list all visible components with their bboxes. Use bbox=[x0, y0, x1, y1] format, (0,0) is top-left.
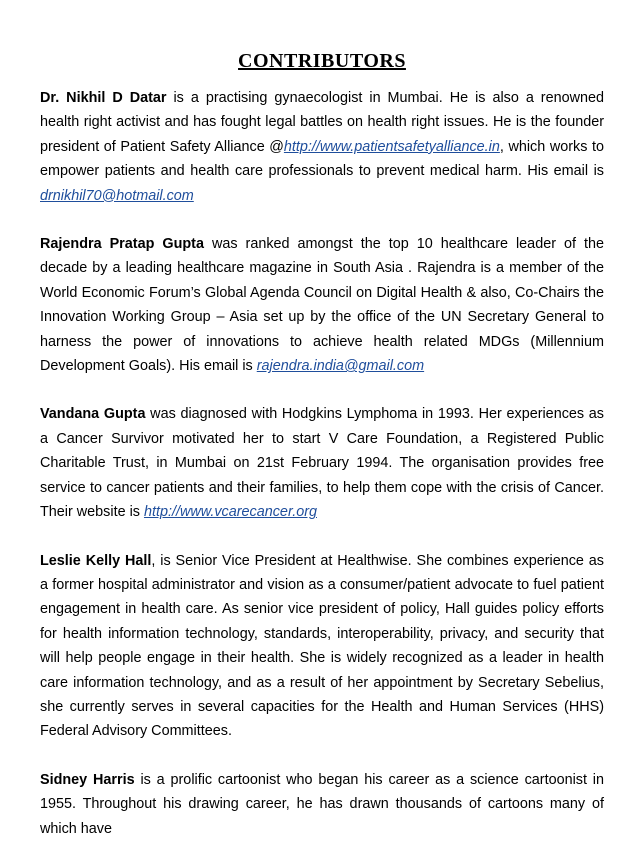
contributor-entry-rajendra bbox=[40, 232, 604, 378]
contributor-name: Leslie Kelly Hall bbox=[40, 552, 152, 569]
contributor-name: Dr. Nikhil D Datar bbox=[40, 90, 167, 106]
contributor-entry-leslie bbox=[40, 549, 604, 744]
website-link[interactable]: http://www.vcarecancer.org bbox=[143, 504, 317, 521]
email-link[interactable]: rajendra.india@gmail.com bbox=[256, 358, 425, 375]
contributor-bio: , is Senior Vice President at Healthwise. She combines experience as a former hospital administrator and vision as a consumer/patient advocate to fuel patient engagement in health care. As senior vice president of policy, Hall guides policy efforts for health information technology, standards, interoperability, privacy, and security that will help people engage in their health. She is widely recognized as a leader in health care information technology, and as a result of her appointment by Secretary Sebelius, she currently serves in several capacities for the Health and Human Services (HHS) Federal Advisory Committees. bbox=[40, 552, 604, 740]
contributor-name: Rajendra Pratap Gupta bbox=[40, 236, 204, 253]
contributor-bio: is a practising gynaecologist in Mumbai. He is also a renowned health right activist and has fought legal battles on health right issues. He is the founder president of Patient Safety Alliance @ bbox=[40, 90, 604, 155]
document-page bbox=[40, 50, 604, 865]
contributor-entry-sidney bbox=[40, 768, 604, 841]
website-link[interactable]: http://www.patientsafetyalliance.in bbox=[283, 138, 500, 155]
page-title: CONTRIBUTORS bbox=[238, 50, 406, 72]
contributor-bio: is a prolific cartoonist who began his career as a science cartoonist in 1955. Throughout his drawing career, he has drawn thousands of cartoons many of which have bbox=[40, 771, 604, 837]
contributor-name: Vandana Gupta bbox=[40, 406, 146, 423]
contributor-bio-continued: , which works to empower patients and health care professionals to prevent medical harm. His email is bbox=[40, 138, 604, 180]
contributor-entry-datar bbox=[40, 86, 604, 208]
email-link[interactable]: drnikhil70@hotmail.com bbox=[40, 187, 194, 204]
contributor-entry-vandana bbox=[40, 402, 604, 524]
contributor-name: Sidney Harris bbox=[40, 771, 135, 788]
contributor-bio: was ranked amongst the top 10 healthcare leader of the decade by a leading healthcare magazine in South Asia . Rajendra is a member of the World Economic Forum’s Global Agenda Council on Digital Health & also, Co-Chairs the Innovation Working Group – Asia set up by the office of the UN Secretary General to harness the power of innovations to achieve health related MDGs (Millennium Development Goals). His email is bbox=[40, 236, 605, 375]
contributor-bio: was diagnosed with Hodgkins Lymphoma in 1993. Her experiences as a Cancer Survivor motivated her to start V Care Foundation, a Registered Public Charitable Trust, in Mumbai on 21st February 1994. The organisation provides free service to cancer patients and their families, to help them cope with the crisis of Cancer. Their website is bbox=[40, 406, 604, 521]
